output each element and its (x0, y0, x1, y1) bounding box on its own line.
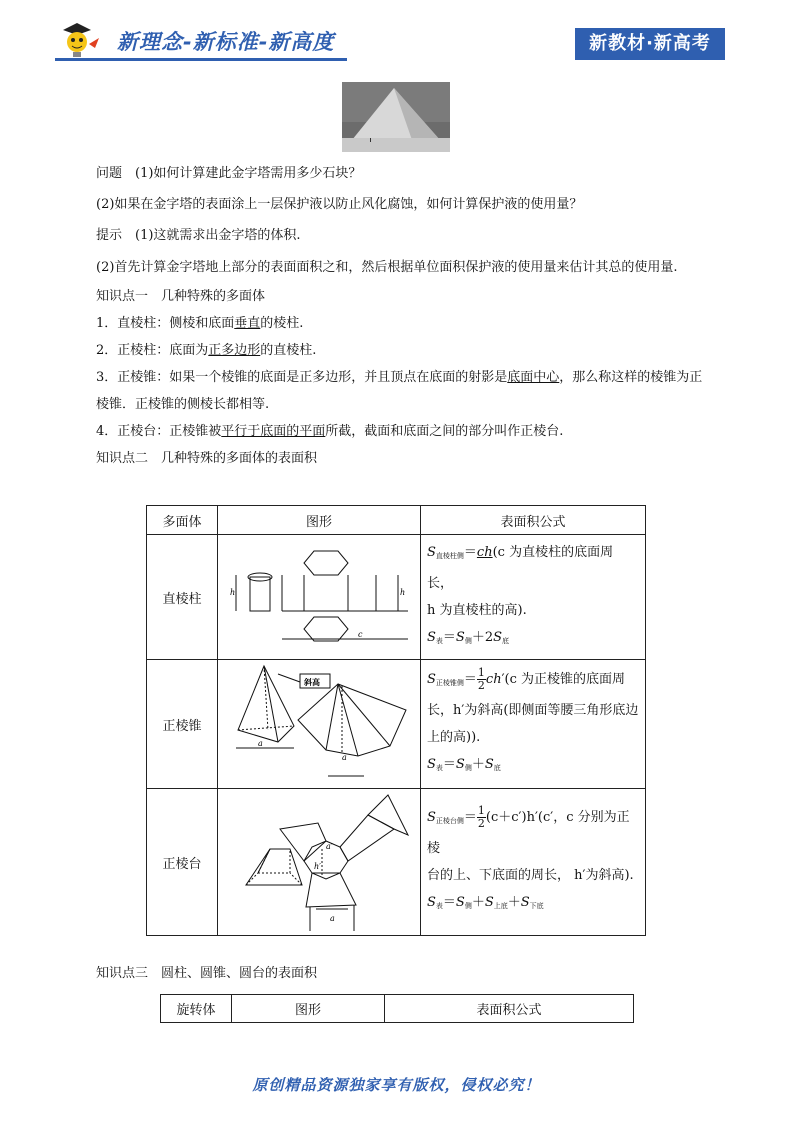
table-row (147, 660, 646, 789)
svg-text:c: c (358, 630, 363, 639)
header-solid: 旋转体 (161, 995, 232, 1023)
edition-badge: 新教材·新高考 (575, 28, 725, 60)
svg-text:h: h (400, 588, 406, 597)
slant-height-label: 斜高 (304, 678, 320, 687)
row-name: 正棱台 (147, 789, 218, 936)
copyright-footer: 原创精品资源独家享有版权，侵权必究！ (252, 1076, 541, 1094)
table-row (147, 535, 646, 660)
hint-1: 提示 (1)这就需求出金字塔的体积. (96, 228, 301, 243)
regular-frustum-net-figure (218, 789, 418, 931)
svg-text:a: a (342, 753, 347, 762)
svg-text:a: a (258, 739, 263, 748)
figure-cell (218, 789, 421, 936)
figure-cell (218, 535, 421, 660)
regular-pyramid-net-figure (218, 660, 418, 784)
header-figure: 图形 (232, 995, 385, 1023)
row-name: 直棱柱 (147, 535, 218, 660)
right-prism-net-figure (218, 543, 418, 647)
item-regular-pyramid: 3．正棱锥：如果一个棱锥的底面是正多边形，并且顶点在底面的射影是底面中心，那么称这样的棱锥为正棱锥．正棱锥的侧棱长都相等. (96, 370, 703, 412)
section2-title: 知识点二 几种特殊的多面体的表面积 (96, 451, 318, 466)
pyramid-photo (342, 82, 450, 152)
table-row (147, 789, 646, 936)
page-header (0, 0, 793, 70)
section1-title: 知识点一 几种特殊的多面体 (96, 289, 266, 304)
table-header-row (161, 995, 634, 1023)
row-name: 正棱锥 (147, 660, 218, 789)
main-content (96, 160, 706, 472)
polyhedra-area-table (146, 505, 646, 936)
header-polyhedron: 多面体 (147, 506, 218, 535)
lightbulb-mascot-icon (55, 20, 99, 60)
hint-2: (2)首先计算金字塔地上部分的表面面积之和，然后根据单位面积保护液的使用量来估计其总的使用量. (96, 260, 678, 275)
figure-cell (218, 660, 421, 789)
formula-cell: $S_{正棱台侧}=$ $\frac{1}{2}$ (c＋c′)h′(c′，c 分别为正棱 台的上、下底面的周长， h′为斜高). $S_表=S_侧+S_{上底}+S_{下底}$ (421, 789, 646, 936)
logo-underline (55, 58, 347, 61)
item-regular-prism: 2．正棱柱：底面为正多边形的直棱柱. (96, 343, 317, 358)
table-header-row (147, 506, 646, 535)
item-regular-frustum: 4．正棱台：正棱锥被平行于底面的平面所截，截面和底面之间的部分叫作正棱台. (96, 424, 564, 439)
logo (55, 20, 355, 64)
svg-text:a: a (330, 914, 335, 923)
formula-cell: $S_{直棱柱侧}=ch(c$ 为直棱柱的底面周长， h 为直棱柱的高). $S_表=S_侧+2S_底$ (421, 535, 646, 660)
solids-of-revolution-table (160, 994, 634, 1023)
svg-text:a′: a′ (326, 842, 333, 851)
svg-text:h: h (230, 588, 236, 597)
header-formula: 表面积公式 (385, 995, 634, 1023)
section3-title: 知识点三 圆柱、圆锥、圆台的表面积 (96, 966, 318, 981)
question-2: (2)如果在金字塔的表面涂上一层保护液以防止风化腐蚀，如何计算保护液的使用量？ (96, 197, 583, 212)
header-formula: 表面积公式 (421, 506, 646, 535)
question-1: 问题 (1)如何计算建此金字塔需用多少石块？ (96, 166, 362, 181)
header-figure: 图形 (218, 506, 421, 535)
formula-cell: $S_{正棱锥侧}=$ $\frac{1}{2}$ ch′(c 为正棱锥的底面周 长，h′为斜高(即侧面等腰三角形底边上的高)). $S_表=S_侧+S_底$ (421, 660, 646, 789)
logo-slogan: 新理念-新标准-新高度 (117, 30, 335, 54)
svg-text:h′: h′ (314, 862, 321, 871)
item-right-prism: 1．直棱柱：侧棱和底面垂直的棱柱. (96, 316, 304, 331)
